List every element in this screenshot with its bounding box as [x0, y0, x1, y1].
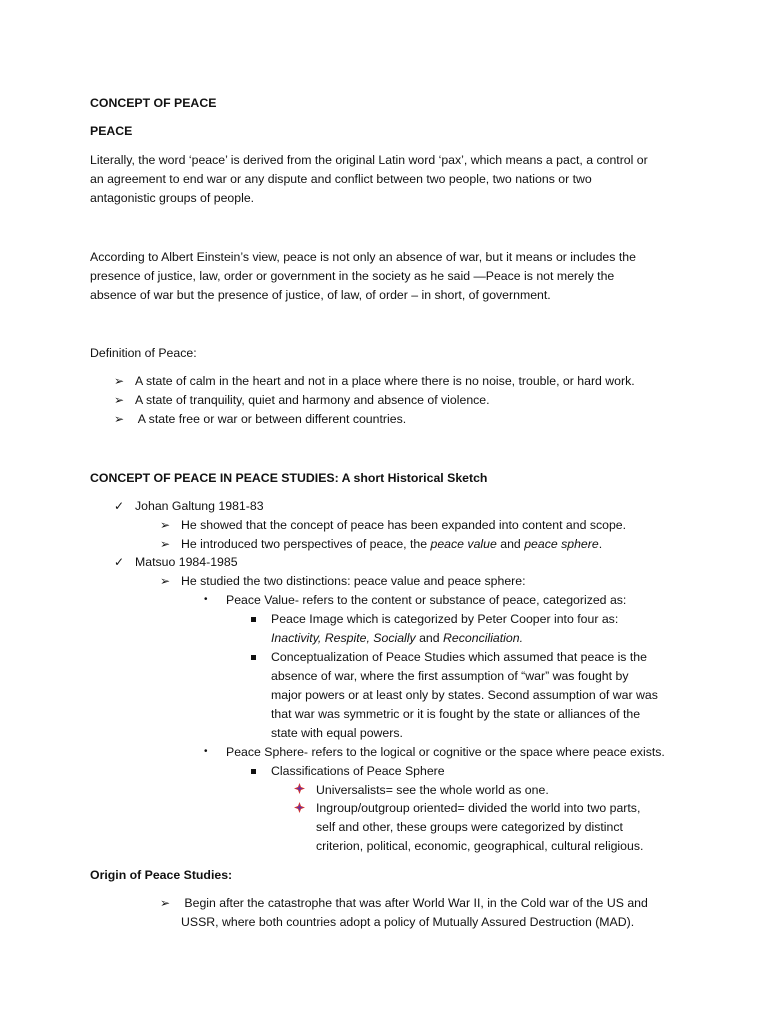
arrow-bullet-icon: ➢	[160, 537, 171, 551]
star-bullet-icon	[294, 802, 305, 813]
definition-item: A state of calm in the heart and not in a place where there is no noise, trouble, or hard work.	[135, 374, 635, 388]
origin-line: Begin after the catastrophe that was after World War II, in the Cold war of the US and	[181, 896, 648, 910]
star-bullet-icon	[294, 783, 305, 794]
arrow-bullet-icon: ➢	[114, 412, 125, 426]
square-bullet-icon	[251, 617, 256, 622]
definition-item: A state free or war or between different countries.	[135, 412, 407, 426]
galtung-name: Johan Galtung 1981-83	[135, 499, 264, 513]
peace-image-line: Inactivity, Respite, Socially and Reconciliation.	[271, 631, 524, 645]
bullet-icon: •	[204, 746, 208, 757]
peace-sphere: Peace Sphere- refers to the logical or cognitive or the space where peace exists.	[226, 745, 665, 759]
peace-image-line: Peace Image which is categorized by Peter Cooper into four as:	[271, 612, 619, 626]
arrow-bullet-icon: ➢	[160, 896, 171, 910]
conceptualization-line: absence of war, where the first assumption of “war” was fought by	[271, 669, 629, 683]
arrow-bullet-icon: ➢	[114, 393, 125, 407]
ingroup-line: criterion, political, economic, geographical, cultural religious.	[316, 839, 644, 853]
conceptualization-line: state with equal powers.	[271, 726, 403, 740]
origin-line: USSR, where both countries adopt a policy of Mutually Assured Destruction (MAD).	[181, 915, 635, 929]
doc-title: CONCEPT OF PEACE	[90, 96, 217, 110]
para1-line: an agreement to end war or any dispute and conflict between two people, two nations or two	[90, 172, 592, 186]
conceptualization-line: major powers or at least only by states. Second assumption of war was	[271, 688, 658, 702]
conceptualization-line: Conceptualization of Peace Studies which assumed that peace is the	[271, 650, 647, 664]
peace-heading: PEACE	[90, 124, 133, 138]
concept-heading: CONCEPT OF PEACE IN PEACE STUDIES: A short Historical Sketch	[90, 471, 488, 485]
checkmark-icon: ✓	[114, 555, 125, 569]
bullet-icon: •	[204, 594, 208, 605]
square-bullet-icon	[251, 655, 256, 660]
galtung-item: He introduced two perspectives of peace, the peace value and peace sphere.	[181, 537, 603, 551]
origin-heading: Origin of Peace Studies:	[90, 868, 233, 882]
arrow-bullet-icon: ➢	[114, 374, 125, 388]
arrow-bullet-icon: ➢	[160, 518, 171, 532]
checkmark-icon: ✓	[114, 499, 125, 513]
galtung-item: He showed that the concept of peace has been expanded into content and scope.	[181, 518, 627, 532]
conceptualization-line: that war was symmetric or it is fought by the state or alliances of the	[271, 707, 641, 721]
definition-item: A state of tranquility, quiet and harmony and absence of violence.	[135, 393, 490, 407]
classifications-heading: Classifications of Peace Sphere	[271, 764, 445, 778]
definition-heading: Definition of Peace:	[90, 346, 197, 360]
para1-line: antagonistic groups of people.	[90, 191, 255, 205]
para2-line: According to Albert Einstein’s view, peace is not only an absence of war, but it means or includes the	[90, 250, 636, 264]
ingroup-line: self and other, these groups were categorized by distinct	[316, 820, 623, 834]
para1-line: Literally, the word ‘peace’ is derived from the original Latin word ‘pax’, which means a pact, a control or	[90, 153, 648, 167]
matsuo-name: Matsuo 1984-1985	[135, 555, 238, 569]
para2-line: presence of justice, law, order or government in the society as he said ―Peace is not merely the	[90, 269, 615, 283]
matsuo-item: He studied the two distinctions: peace value and peace sphere:	[181, 574, 526, 588]
universalists-item: Universalists= see the whole world as one.	[316, 783, 549, 797]
arrow-bullet-icon: ➢	[160, 574, 171, 588]
para2-line: absence of war but the presence of justice, of law, of order – in short, of government.	[90, 288, 551, 302]
square-bullet-icon	[251, 769, 256, 774]
peace-value: Peace Value- refers to the content or substance of peace, categorized as:	[226, 593, 627, 607]
ingroup-line: Ingroup/outgroup oriented= divided the world into two parts,	[316, 801, 641, 815]
